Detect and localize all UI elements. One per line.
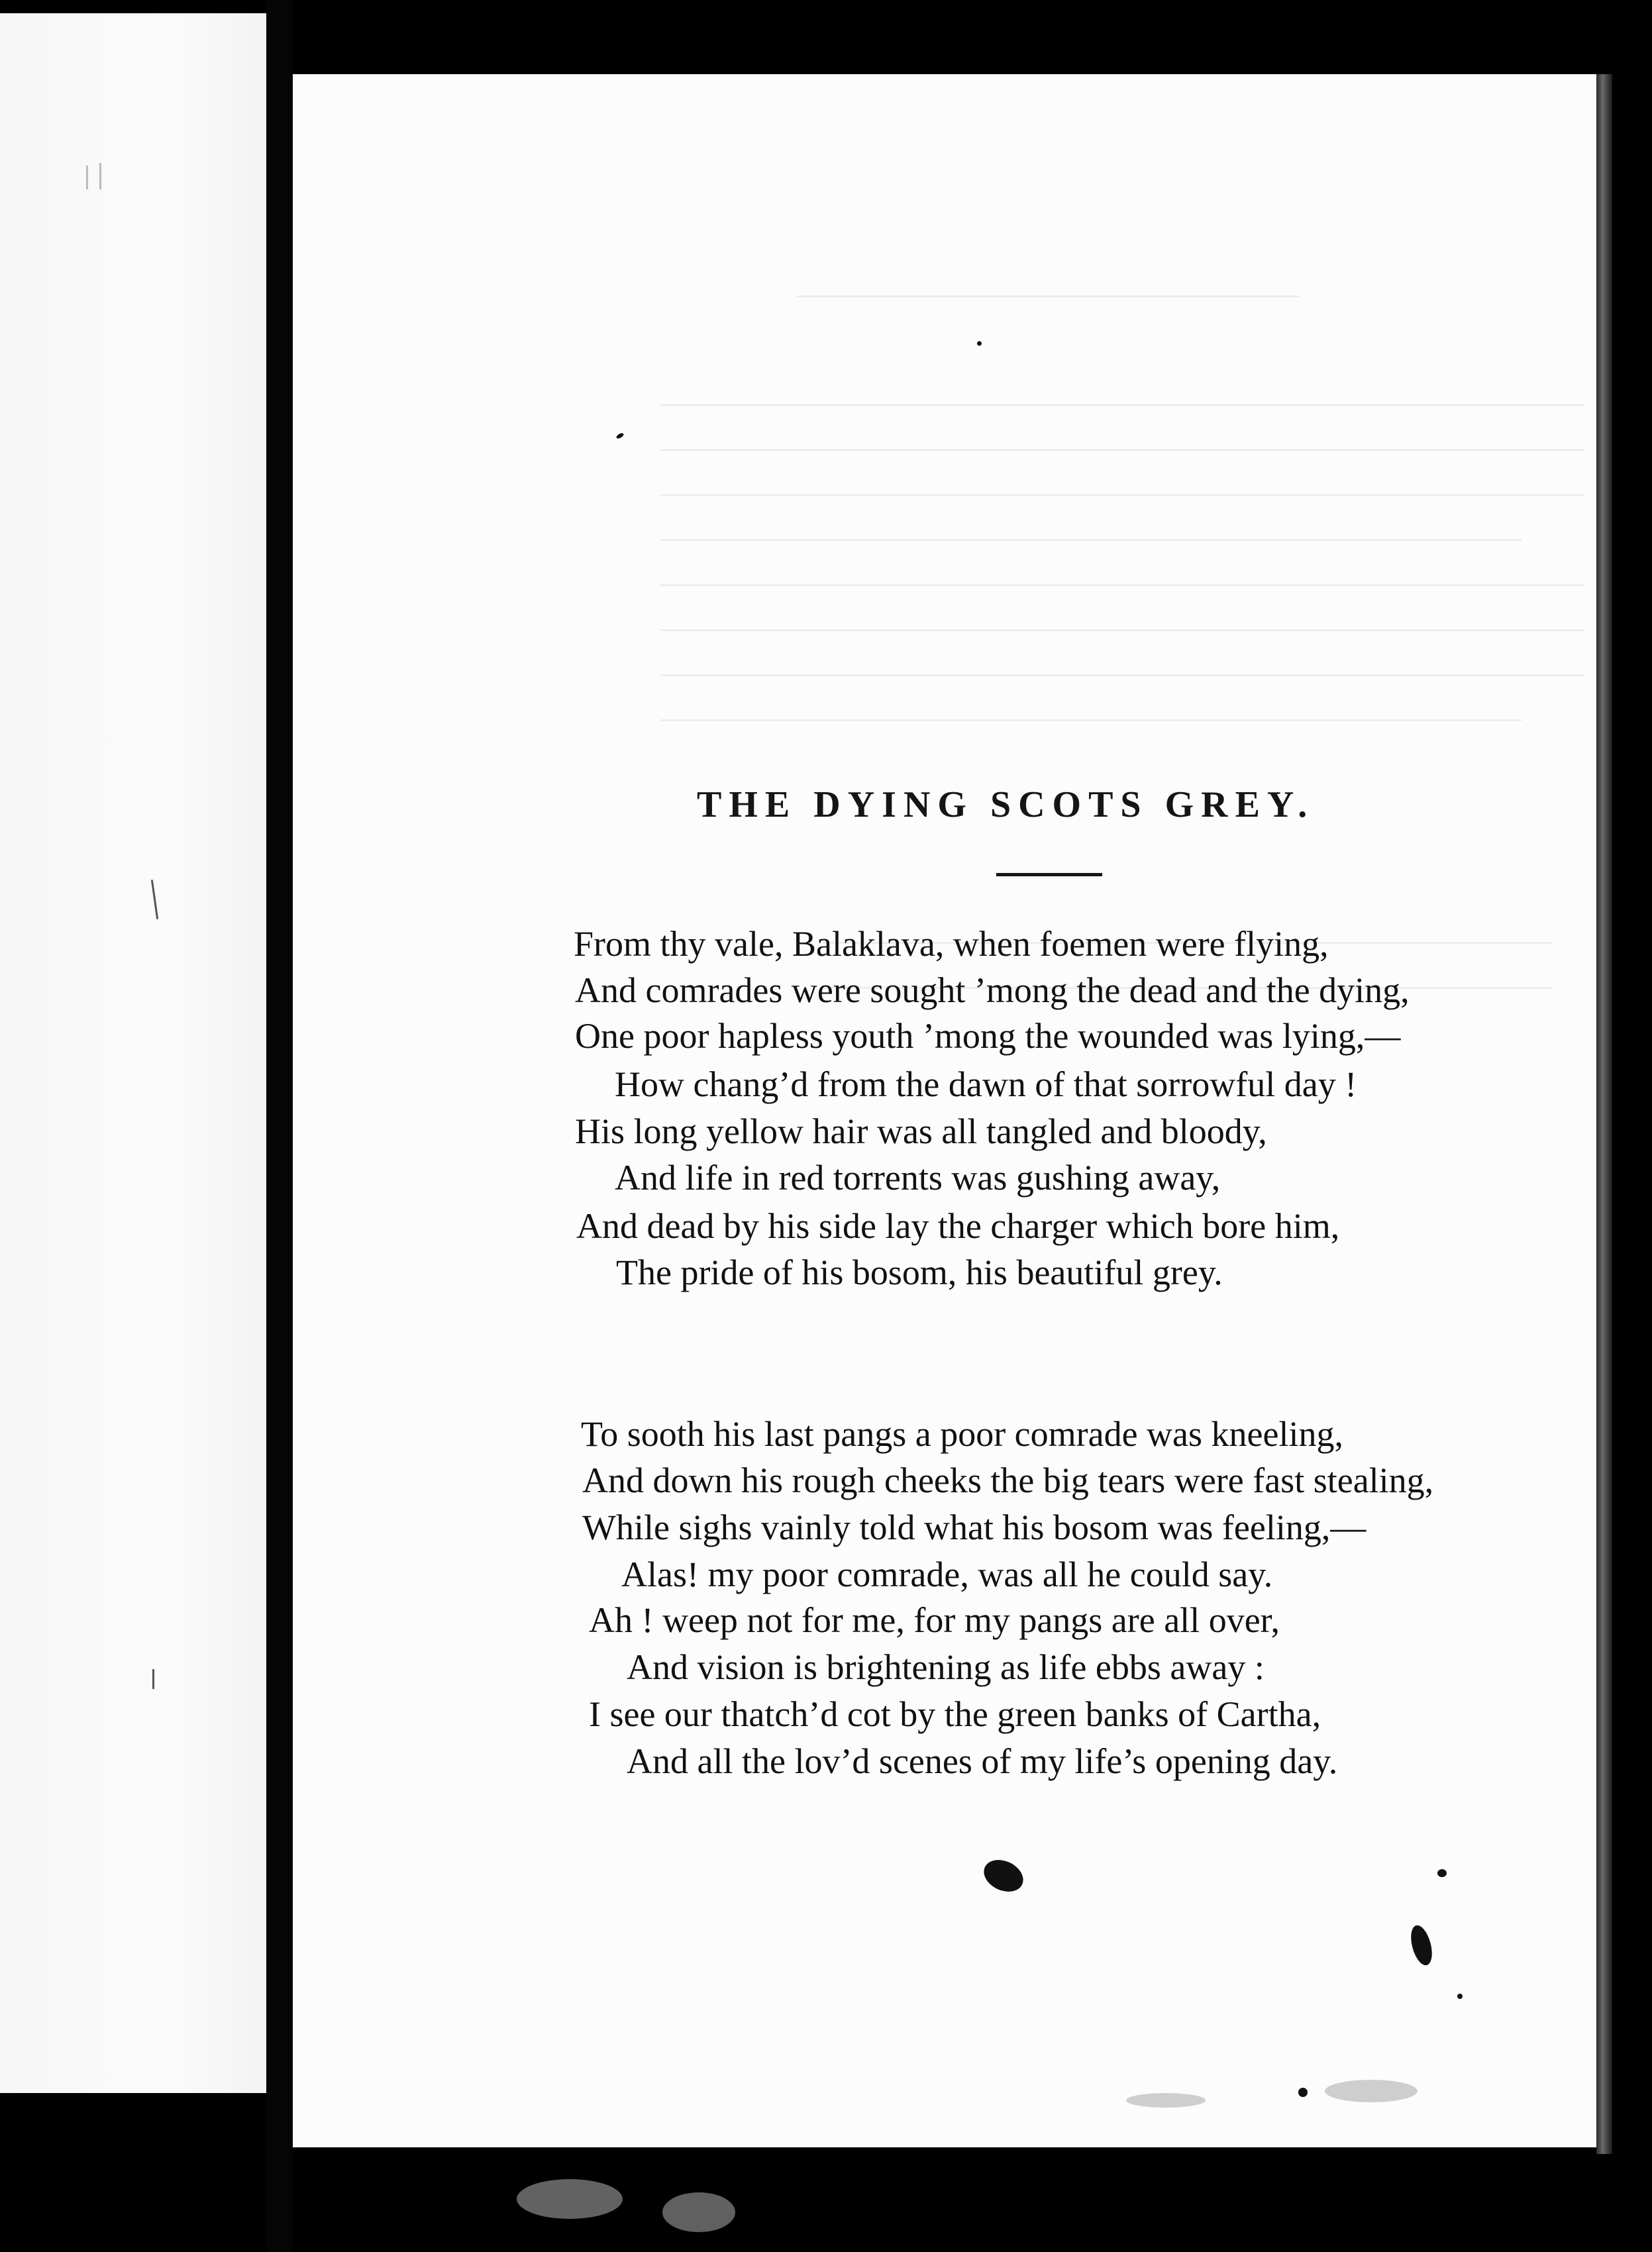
book-page [293,74,1596,2147]
ink-speck [1457,1994,1463,1999]
show-through [660,539,1522,541]
show-through [796,295,1300,297]
show-through [660,719,1522,721]
poem-title: THE DYING SCOTS GREY. [697,784,1315,825]
stanza-2-line-5: Ah ! weep not for me, for my pangs are all over, [589,1600,1280,1640]
show-through [660,449,1584,451]
scan-dust [1126,2093,1206,2108]
stanza-1-line-1: From thy vale, Balaklava, when foemen were flying, [574,924,1329,964]
stanza-2-line-7: I see our thatch’d cot by the green banks of Cartha, [589,1694,1321,1734]
stanza-1-line-6: And life in red torrents was gushing away, [615,1158,1221,1198]
stanza-2-line-4: Alas! my poor comrade, was all he could say. [621,1555,1273,1594]
title-rule [996,873,1102,876]
stanza-2-line-2: And down his rough cheeks the big tears were fast stealing, [582,1460,1434,1500]
page-edge [1596,74,1612,2154]
stanza-1-line-4: How chang’d from the dawn of that sorrowful day ! [615,1064,1357,1104]
show-through [660,494,1584,496]
previous-page [0,13,266,2093]
ink-speck [977,341,982,346]
ink-speck [1437,1869,1447,1877]
page-mark [86,166,88,189]
book-gutter [266,0,293,2252]
page-mark [152,1669,154,1689]
show-through [660,629,1584,631]
scan-dust [662,2192,735,2232]
show-through [660,404,1584,406]
stanza-2-line-8: And all the lov’d scenes of my life’s opening day. [627,1741,1338,1781]
stanza-2-line-3: While sighs vainly told what his bosom was feeling,— [582,1508,1367,1547]
page-mark [99,163,101,189]
stanza-1-line-8: The pride of his bosom, his beautiful grey. [616,1253,1223,1292]
scan-dust [517,2179,623,2219]
show-through [660,674,1584,676]
show-through [660,584,1584,586]
stanza-1-line-2: And comrades were sought ’mong the dead and the dying, [575,970,1410,1010]
stanza-1-line-7: And dead by his side lay the charger which bore him, [576,1206,1340,1246]
page-mark [151,880,158,919]
stanza-1-line-5: His long yellow hair was all tangled and bloody, [575,1111,1267,1151]
stanza-2-line-6: And vision is brightening as life ebbs away : [627,1647,1265,1687]
scan-dust [1325,2080,1418,2102]
stanza-2-line-1: To sooth his last pangs a poor comrade was kneeling, [581,1414,1343,1454]
stanza-1-line-3: One poor hapless youth ’mong the wounded was lying,— [575,1016,1401,1056]
ink-speck [1298,2088,1308,2097]
